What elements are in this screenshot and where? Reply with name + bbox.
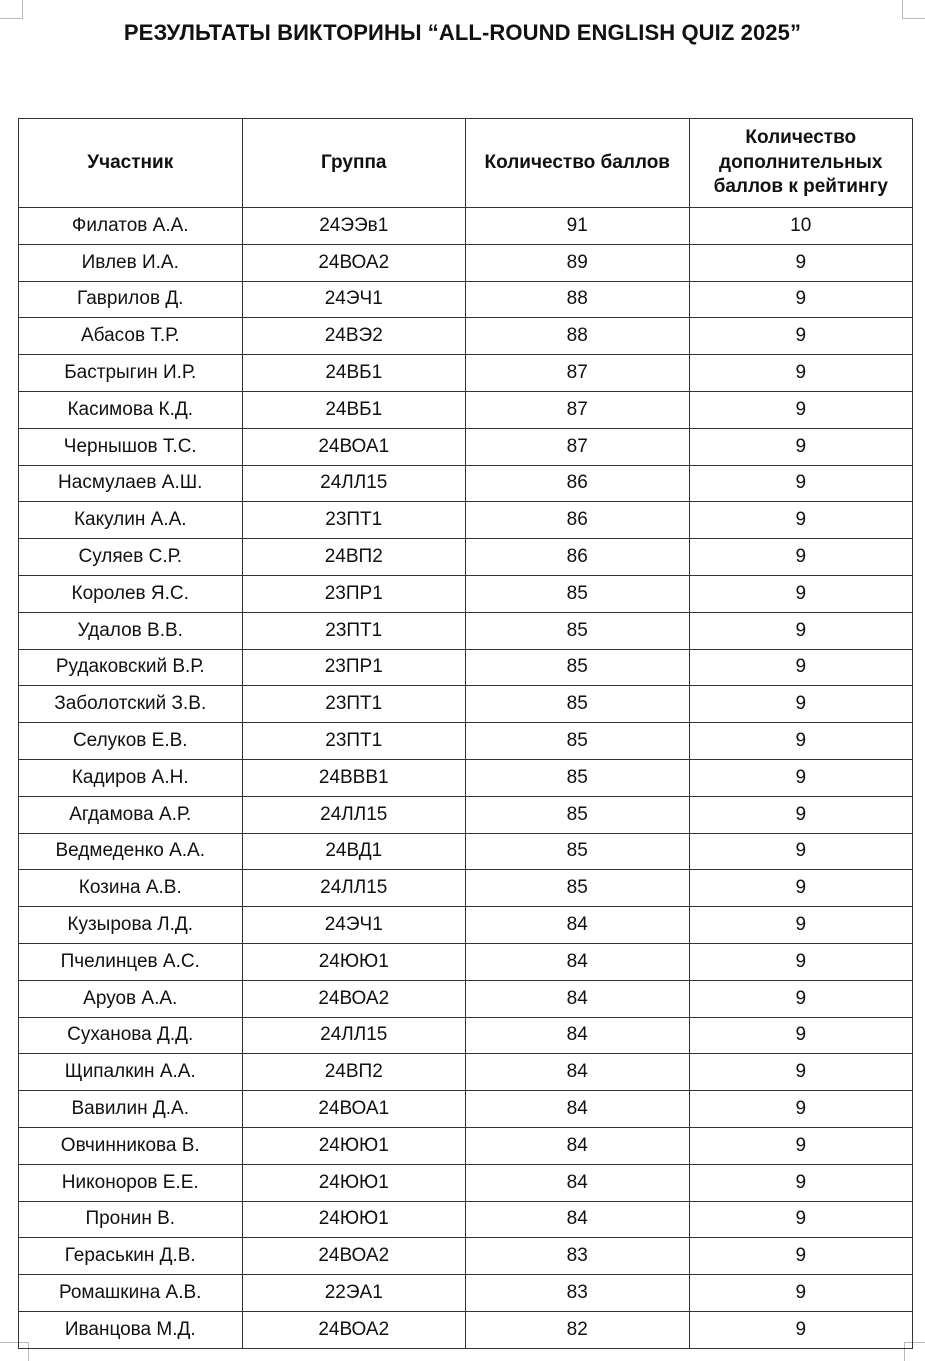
cell-participant: Ромашкина А.В.	[19, 1275, 243, 1312]
cell-group: 24ЛЛ15	[242, 1017, 466, 1054]
table-row	[19, 208, 913, 245]
cell-participant: Щипалкин А.А.	[19, 1054, 243, 1091]
header-participant: Участник	[19, 119, 243, 208]
cell-bonus-points: 9	[689, 907, 913, 944]
cell-bonus-points: 9	[689, 1311, 913, 1348]
table-row	[19, 723, 913, 760]
cell-score: 84	[466, 1091, 690, 1128]
cell-group: 23ПТ1	[242, 612, 466, 649]
cell-group: 24ВВВ1	[242, 759, 466, 796]
table-row	[19, 1054, 913, 1091]
cell-participant: Бастрыгин И.Р.	[19, 355, 243, 392]
cell-bonus-points: 9	[689, 649, 913, 686]
table-row	[19, 759, 913, 796]
cell-group: 24ЭЧ1	[242, 281, 466, 318]
cell-group: 24ЛЛ15	[242, 796, 466, 833]
cell-participant: Какулин А.А.	[19, 502, 243, 539]
cell-score: 85	[466, 833, 690, 870]
table-row	[19, 1201, 913, 1238]
table-row	[19, 649, 913, 686]
results-table	[18, 118, 913, 1349]
cell-bonus-points: 9	[689, 1127, 913, 1164]
header-group: Группа	[242, 119, 466, 208]
cell-bonus-points: 9	[689, 1238, 913, 1275]
cell-group: 24ЛЛ15	[242, 465, 466, 502]
cell-group: 24ЮЮ1	[242, 1127, 466, 1164]
cell-participant: Филатов А.А.	[19, 208, 243, 245]
cell-bonus-points: 9	[689, 318, 913, 355]
table-row	[19, 907, 913, 944]
cell-score: 84	[466, 1201, 690, 1238]
table-row	[19, 1275, 913, 1312]
cell-group: 24ВБ1	[242, 391, 466, 428]
table-header-row	[19, 119, 913, 208]
cell-participant: Козина А.В.	[19, 870, 243, 907]
cell-score: 85	[466, 870, 690, 907]
cell-participant: Аруов А.А.	[19, 980, 243, 1017]
cell-participant: Селуков Е.В.	[19, 723, 243, 760]
table-row	[19, 1311, 913, 1348]
cell-participant: Королев Я.С.	[19, 575, 243, 612]
cell-bonus-points: 9	[689, 833, 913, 870]
cell-bonus-points: 9	[689, 465, 913, 502]
cell-score: 91	[466, 208, 690, 245]
cell-bonus-points: 9	[689, 1091, 913, 1128]
cell-score: 86	[466, 502, 690, 539]
cell-bonus-points: 9	[689, 1054, 913, 1091]
page-corner-mark-top-left	[0, 0, 23, 19]
table-row	[19, 796, 913, 833]
cell-group: 24ЭЧ1	[242, 907, 466, 944]
cell-score: 83	[466, 1275, 690, 1312]
cell-bonus-points: 10	[689, 208, 913, 245]
document-title: РЕЗУЛЬТАТЫ ВИКТОРИНЫ “ALL-ROUND ENGLISH QUIZ 2025”	[123, 20, 802, 45]
cell-group: 24ВД1	[242, 833, 466, 870]
cell-group: 24ВОА1	[242, 428, 466, 465]
cell-bonus-points: 9	[689, 281, 913, 318]
results-table-body	[19, 208, 913, 1349]
cell-participant: Овчинникова В.	[19, 1127, 243, 1164]
cell-group: 23ПТ1	[242, 686, 466, 723]
cell-participant: Агдамова А.Р.	[19, 796, 243, 833]
table-row	[19, 686, 913, 723]
table-row	[19, 612, 913, 649]
cell-score: 84	[466, 1164, 690, 1201]
cell-participant: Суляев С.Р.	[19, 539, 243, 576]
cell-bonus-points: 9	[689, 391, 913, 428]
cell-participant: Гаврилов Д.	[19, 281, 243, 318]
cell-group: 23ПР1	[242, 649, 466, 686]
cell-bonus-points: 9	[689, 1201, 913, 1238]
cell-bonus-points: 9	[689, 943, 913, 980]
cell-score: 85	[466, 649, 690, 686]
cell-score: 85	[466, 759, 690, 796]
cell-score: 84	[466, 907, 690, 944]
table-row	[19, 244, 913, 281]
cell-participant: Насмулаев А.Ш.	[19, 465, 243, 502]
cell-bonus-points: 9	[689, 980, 913, 1017]
cell-group: 24ВБ1	[242, 355, 466, 392]
table-row	[19, 870, 913, 907]
cell-score: 84	[466, 980, 690, 1017]
cell-group: 24ЮЮ1	[242, 943, 466, 980]
cell-participant: Пчелинцев А.С.	[19, 943, 243, 980]
cell-participant: Удалов В.В.	[19, 612, 243, 649]
cell-group: 24ЛЛ15	[242, 870, 466, 907]
cell-participant: Иванцова М.Д.	[19, 1311, 243, 1348]
cell-bonus-points: 9	[689, 612, 913, 649]
cell-bonus-points: 9	[689, 723, 913, 760]
table-row	[19, 1091, 913, 1128]
cell-bonus-points: 9	[689, 244, 913, 281]
cell-bonus-points: 9	[689, 355, 913, 392]
cell-score: 84	[466, 1127, 690, 1164]
table-row	[19, 318, 913, 355]
cell-bonus-points: 9	[689, 1164, 913, 1201]
cell-score: 87	[466, 355, 690, 392]
cell-participant: Гераськин Д.В.	[19, 1238, 243, 1275]
cell-participant: Ведмеденко А.А.	[19, 833, 243, 870]
table-row	[19, 1164, 913, 1201]
cell-score: 85	[466, 575, 690, 612]
cell-score: 87	[466, 428, 690, 465]
cell-participant: Рудаковский В.Р.	[19, 649, 243, 686]
cell-participant: Кузырова Л.Д.	[19, 907, 243, 944]
cell-participant: Вавилин Д.А.	[19, 1091, 243, 1128]
cell-group: 24ЮЮ1	[242, 1201, 466, 1238]
table-row	[19, 355, 913, 392]
cell-group: 24ВОА2	[242, 980, 466, 1017]
cell-bonus-points: 9	[689, 428, 913, 465]
cell-participant: Ивлев И.А.	[19, 244, 243, 281]
cell-score: 84	[466, 1017, 690, 1054]
table-row	[19, 575, 913, 612]
cell-group: 23ПР1	[242, 575, 466, 612]
cell-group: 23ПТ1	[242, 502, 466, 539]
cell-score: 84	[466, 1054, 690, 1091]
cell-group: 23ПТ1	[242, 723, 466, 760]
table-row	[19, 539, 913, 576]
table-row	[19, 980, 913, 1017]
cell-group: 24ВОА1	[242, 1091, 466, 1128]
cell-score: 87	[466, 391, 690, 428]
table-row	[19, 281, 913, 318]
table-row	[19, 502, 913, 539]
cell-bonus-points: 9	[689, 796, 913, 833]
cell-participant: Заболотский З.В.	[19, 686, 243, 723]
cell-score: 88	[466, 318, 690, 355]
cell-participant: Суханова Д.Д.	[19, 1017, 243, 1054]
cell-participant: Пронин В.	[19, 1201, 243, 1238]
page-corner-mark-top-right	[902, 0, 925, 19]
cell-group: 24ВП2	[242, 1054, 466, 1091]
cell-group: 24ВП2	[242, 539, 466, 576]
cell-group: 24ВОА2	[242, 1311, 466, 1348]
cell-score: 83	[466, 1238, 690, 1275]
cell-score: 89	[466, 244, 690, 281]
cell-bonus-points: 9	[689, 686, 913, 723]
cell-score: 86	[466, 539, 690, 576]
cell-bonus-points: 9	[689, 1275, 913, 1312]
cell-group: 24ВОА2	[242, 1238, 466, 1275]
table-row	[19, 1238, 913, 1275]
table-row	[19, 943, 913, 980]
cell-group: 24ВОА2	[242, 244, 466, 281]
cell-bonus-points: 9	[689, 1017, 913, 1054]
cell-participant: Кадиров А.Н.	[19, 759, 243, 796]
cell-bonus-points: 9	[689, 539, 913, 576]
table-row	[19, 1127, 913, 1164]
table-row	[19, 1017, 913, 1054]
cell-score: 85	[466, 686, 690, 723]
cell-score: 85	[466, 796, 690, 833]
table-row	[19, 391, 913, 428]
table-row	[19, 428, 913, 465]
cell-participant: Никоноров Е.Е.	[19, 1164, 243, 1201]
table-row	[19, 465, 913, 502]
cell-score: 84	[466, 943, 690, 980]
cell-participant: Касимова К.Д.	[19, 391, 243, 428]
cell-score: 88	[466, 281, 690, 318]
cell-group: 24ЭЭв1	[242, 208, 466, 245]
cell-participant: Чернышов Т.С.	[19, 428, 243, 465]
cell-bonus-points: 9	[689, 575, 913, 612]
cell-score: 85	[466, 612, 690, 649]
cell-participant: Абасов Т.Р.	[19, 318, 243, 355]
header-bonus-points: Количество дополнительных баллов к рейтингу	[689, 119, 913, 208]
cell-group: 22ЭА1	[242, 1275, 466, 1312]
cell-score: 85	[466, 723, 690, 760]
cell-bonus-points: 9	[689, 870, 913, 907]
cell-score: 86	[466, 465, 690, 502]
cell-group: 24ВЭ2	[242, 318, 466, 355]
cell-bonus-points: 9	[689, 502, 913, 539]
table-row	[19, 833, 913, 870]
cell-bonus-points: 9	[689, 759, 913, 796]
cell-group: 24ЮЮ1	[242, 1164, 466, 1201]
header-score: Количество баллов	[466, 119, 690, 208]
cell-score: 82	[466, 1311, 690, 1348]
